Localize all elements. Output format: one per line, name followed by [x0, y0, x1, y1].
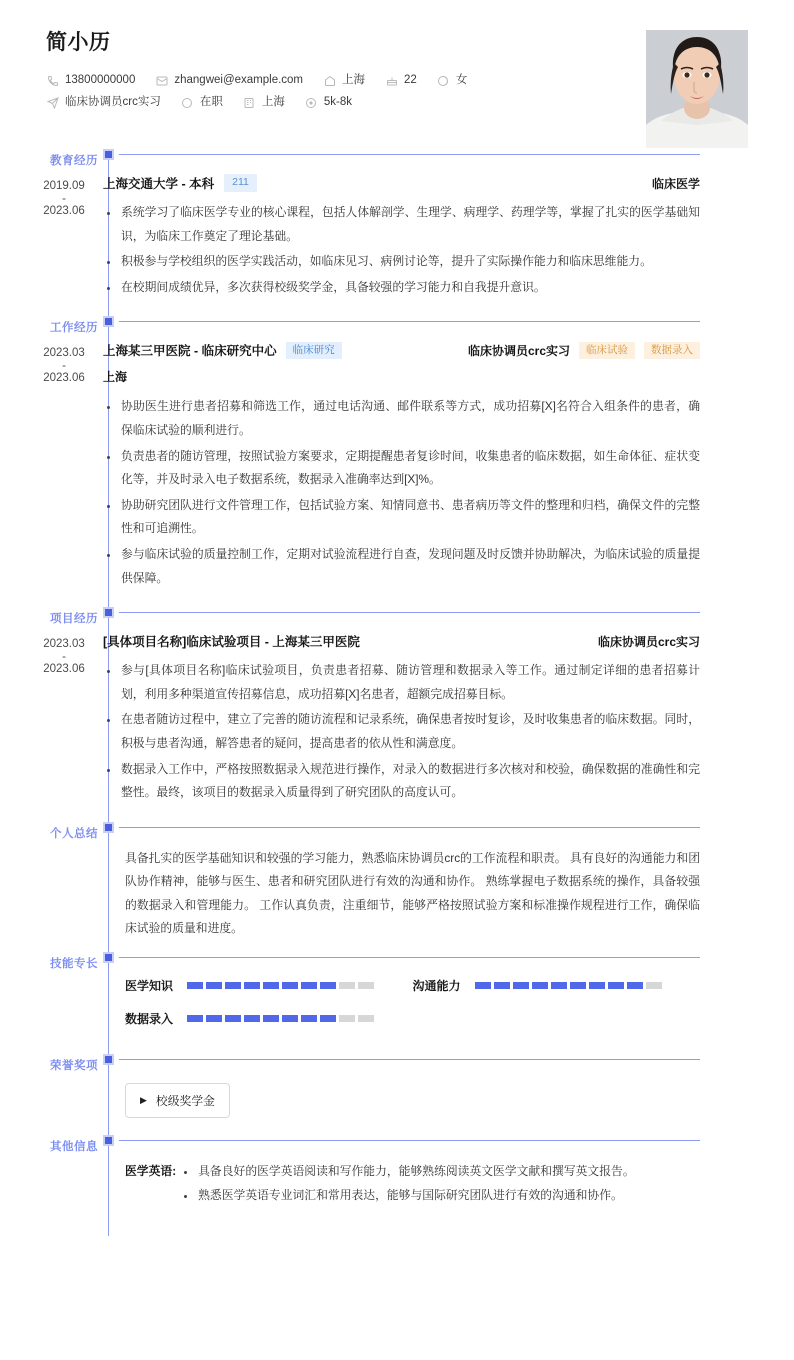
- skill-segment: [339, 1015, 355, 1022]
- job-status-text: 在职: [199, 95, 223, 108]
- education-bullets: [103, 201, 700, 299]
- job-intent-text: 临床协调员crc实习: [65, 95, 161, 108]
- home-icon: [323, 74, 336, 87]
- skill-segment: [339, 982, 355, 989]
- contact-city-text: 上海: [342, 73, 366, 86]
- section-marker-icon: [103, 316, 114, 327]
- skill-segment: [589, 982, 605, 989]
- work-role-tag: 数据录入: [644, 342, 700, 360]
- section-work: [43, 317, 748, 608]
- contact-age-text: 22: [404, 73, 417, 86]
- skill-item: [413, 977, 701, 994]
- contact-age: [385, 74, 417, 87]
- education-date-range: [25, 174, 103, 219]
- contact-row-1: [46, 74, 748, 87]
- skill-segment: [301, 982, 317, 989]
- list-item: 系统学习了临床医学专业的核心课程，包括人体解剖学、生理学、病理学、药理学等，掌握了扎实的医学基础知识，为临床工作奠定了理论基础。: [103, 201, 700, 248]
- skill-segment: [244, 1015, 260, 1022]
- section-other: [46, 1136, 748, 1236]
- skills-grid: [125, 977, 700, 1043]
- resume-header: [0, 0, 794, 150]
- skill-segment: [646, 982, 662, 989]
- skill-label: 沟通能力: [412, 979, 461, 994]
- work-role-tag: 临床试验: [579, 342, 635, 360]
- gender-icon: [437, 74, 450, 87]
- other-info-row: [125, 1160, 700, 1209]
- date-end: 2023.06: [43, 372, 85, 385]
- contact-city: [323, 74, 365, 87]
- work-location: 上海: [103, 370, 128, 385]
- section-label-summary: 个人总结: [50, 827, 98, 840]
- skill-item: [125, 1010, 413, 1027]
- avatar: [646, 30, 748, 148]
- job-salary: [305, 96, 352, 109]
- date-end: 2023.06: [43, 662, 85, 675]
- triangle-right-icon: ▶: [140, 1095, 147, 1106]
- section-label-project: 项目经历: [50, 613, 98, 626]
- section-skills: [46, 953, 748, 1055]
- section-marker-icon: [103, 952, 114, 963]
- skill-segment: [206, 1015, 222, 1022]
- money-icon: [305, 96, 318, 109]
- skill-level-bar: [475, 982, 662, 989]
- job-status: [181, 96, 223, 109]
- project-role: 临床协调员crc实习: [597, 634, 700, 649]
- skill-segment: [358, 1015, 374, 1022]
- skill-segment: [244, 982, 260, 989]
- list-item: 熟悉医学英语专业词汇和常用表达，能够与国际研究团队进行有效的沟通和协作。: [180, 1184, 700, 1206]
- other-info-bullets: [180, 1160, 700, 1209]
- skill-level-bar: [187, 982, 374, 989]
- skill-segment: [513, 982, 529, 989]
- list-item: 负责患者的随访管理，按照试验方案要求，定期提醒患者复诊时间，收集患者的临床数据，如生命体征、症状变化等，并及时录入电子数据系统，数据录入准确率达到[X]%。: [103, 445, 700, 492]
- project-name: [具体项目名称]临床试验项目 - 上海某三甲医院: [103, 635, 360, 650]
- contact-email: [155, 74, 303, 87]
- list-item: 协助医生进行患者招募和筛选工作，通过电话沟通、邮件联系等方式，成功招募[X]名符合入组条件的患者，确保临床试验的顺利进行。: [103, 395, 700, 442]
- section-rule-education: [109, 150, 748, 160]
- list-item: 在校期间成绩优异，多次获得校级奖学金，具备较强的学习能力和自我提升意识。: [103, 276, 700, 300]
- project-bullets: [103, 659, 700, 805]
- page-title: 简小历: [46, 31, 111, 54]
- other-info-key: 医学英语:: [125, 1164, 177, 1179]
- list-item: 参与[具体项目名称]临床试验项目，负责患者招募、随访管理和数据录入等工作。通过制定详细的患者招募计划，利用多种渠道宣传招募信息，成功招募[X]名患者，超额完成招募目标。: [103, 659, 700, 706]
- job-intent: [46, 96, 161, 109]
- summary-text: 具备扎实的医学基础知识和较强的学习能力，熟悉临床协调员crc的工作流程和职责。 具有良好的沟通能力和团队协作精神，能够与医生、患者和研究团队进行有效的沟通和协作。 熟练掌握电子数据系统的操作，具备较强的数据录入和管理能力。 工作认真负责，注重细节，能够严格按照试验方案和标准操作规程进行工作，确保临床试验的质量和进度。: [125, 850, 700, 936]
- education-entry: [43, 174, 700, 301]
- skill-segment: [608, 982, 624, 989]
- skill-item: [125, 977, 413, 994]
- phone-icon: [46, 74, 59, 87]
- building-icon: [243, 96, 256, 109]
- date-end: 2023.06: [43, 204, 85, 217]
- cake-icon: [385, 74, 398, 87]
- list-item: 数据录入工作中，严格按照数据录入规范进行操作，对录入的数据进行多次核对和校验，确保数据的准确性和完整性。最终，该项目的数据录入质量得到了研究团队的高度认可。: [103, 758, 700, 805]
- skill-segment: [263, 982, 279, 989]
- skill-segment: [225, 982, 241, 989]
- skill-level-bar: [187, 1015, 374, 1022]
- list-item: 协助研究团队进行文件管理工作，包括试验方案、知情同意书、患者病历等文件的整理和归档，确保文件的完整性和可追溯性。: [103, 494, 700, 541]
- skill-segment: [206, 982, 222, 989]
- education-badge: 211: [224, 174, 257, 192]
- skill-segment: [320, 1015, 336, 1022]
- skill-segment: [301, 1015, 317, 1022]
- skill-label: 数据录入: [125, 1012, 174, 1027]
- skill-segment: [551, 982, 567, 989]
- date-start: 2019.09: [43, 180, 85, 192]
- date-separator: -: [62, 360, 66, 373]
- section-marker-icon: [103, 1135, 114, 1146]
- section-rule-other: [109, 1136, 748, 1146]
- skill-segment: [570, 982, 586, 989]
- section-rule-project: [109, 608, 748, 618]
- skill-label: 医学知识: [125, 979, 174, 994]
- section-label-other: 其他信息: [50, 1141, 98, 1154]
- work-date-range: [25, 341, 103, 386]
- section-marker-icon: [103, 1054, 114, 1065]
- work-company: 上海某三甲医院 - 临床研究中心: [103, 344, 277, 359]
- skill-segment: [494, 982, 510, 989]
- section-marker-icon: [103, 822, 114, 833]
- list-item: 在患者随访过程中，建立了完善的随访流程和记录系统，确保患者按时复诊，及时收集患者的临床数据。同时，积极与患者沟通，解答患者的疑问，提高患者的依从性和满意度。: [103, 708, 700, 755]
- work-entry: [43, 341, 700, 592]
- work-company-tag: 临床研究: [286, 342, 342, 360]
- section-label-honors: 荣誉奖项: [50, 1060, 98, 1073]
- status-icon: [181, 96, 194, 109]
- honor-item-label: 校级奖学金: [155, 1094, 215, 1109]
- section-marker-icon: [103, 607, 114, 618]
- contact-gender: [437, 74, 468, 87]
- education-major: 临床医学: [651, 176, 700, 191]
- skill-segment: [320, 982, 336, 989]
- work-role: 临床协调员crc实习: [467, 343, 570, 358]
- job-salary-text: 5k-8k: [323, 95, 352, 108]
- job-city-text: 上海: [261, 95, 285, 108]
- list-item: 具备良好的医学英语阅读和写作能力，能够熟练阅读英文医学文献和撰写英文报告。: [180, 1160, 700, 1182]
- send-icon: [46, 96, 59, 109]
- section-marker-icon: [103, 149, 114, 160]
- contact-phone: [46, 74, 135, 87]
- skill-segment: [282, 982, 298, 989]
- skill-segment: [627, 982, 643, 989]
- skill-segment: [187, 1015, 203, 1022]
- section-honors: [46, 1055, 748, 1136]
- project-date-range: [25, 632, 103, 677]
- contact-phone-text: 13800000000: [65, 73, 136, 86]
- list-item: 参与临床试验的质量控制工作，定期对试验流程进行自查，发现问题及时反馈并协助解决，为临床试验的质量提供保障。: [103, 543, 700, 590]
- honor-item-button[interactable]: [125, 1083, 230, 1118]
- section-rule-honors: [109, 1055, 748, 1065]
- education-school: 上海交通大学 - 本科: [103, 177, 215, 191]
- section-education: [43, 150, 748, 317]
- date-separator: -: [62, 650, 66, 663]
- section-label-education: 教育经历: [50, 155, 98, 167]
- job-city: [243, 96, 285, 109]
- contact-row-2: [46, 96, 748, 109]
- skill-segment: [475, 982, 491, 989]
- skill-segment: [263, 1015, 279, 1022]
- section-label-work: 工作经历: [50, 322, 98, 335]
- section-rule-summary: [109, 823, 748, 833]
- contact-gender-text: 女: [455, 73, 468, 86]
- skill-segment: [358, 982, 374, 989]
- work-bullets: [103, 395, 700, 590]
- contact-email-text: zhangwei@example.com: [174, 73, 304, 86]
- section-project: [43, 608, 748, 823]
- skill-segment: [225, 1015, 241, 1022]
- date-start: 2023.03: [43, 347, 85, 360]
- skill-segment: [282, 1015, 298, 1022]
- section-rule-work: [109, 317, 748, 327]
- date-separator: -: [62, 192, 66, 205]
- section-label-skills: 技能专长: [50, 958, 98, 971]
- date-start: 2023.03: [43, 638, 85, 651]
- skill-segment: [187, 982, 203, 989]
- mail-icon: [155, 74, 168, 87]
- section-rule-skills: [109, 953, 748, 963]
- section-summary: [46, 823, 748, 953]
- list-item: 积极参与学校组织的医学实践活动，如临床见习、病例讨论等，提升了实际操作能力和临床思维能力。: [103, 250, 700, 274]
- project-entry: [43, 632, 700, 807]
- skill-segment: [532, 982, 548, 989]
